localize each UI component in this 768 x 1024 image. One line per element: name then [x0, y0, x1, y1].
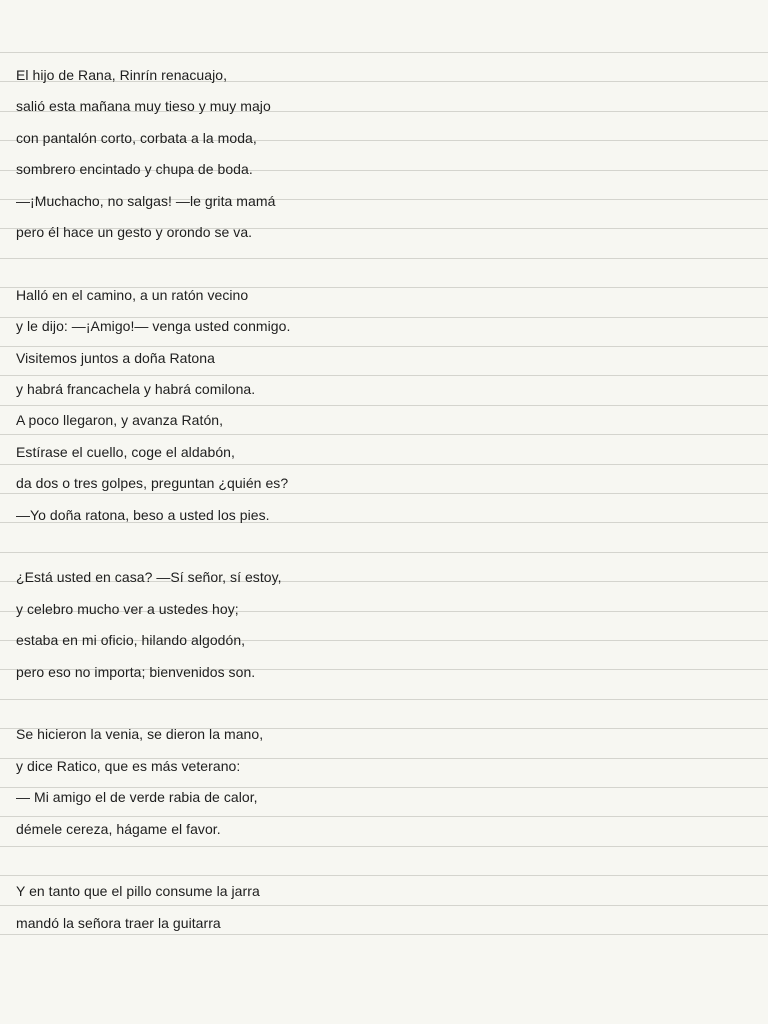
ruled-line	[0, 905, 768, 906]
poem-line: Visitemos juntos a doña Ratona	[16, 350, 215, 366]
ruled-line	[0, 934, 768, 935]
poem-line: y celebro mucho ver a ustedes hoy;	[16, 601, 239, 617]
poem-line: y habrá francachela y habrá comilona.	[16, 381, 256, 397]
poem-line: ¿Está usted en casa? —Sí señor, sí estoy,	[16, 569, 282, 585]
ruled-line	[0, 464, 768, 465]
ruled-line	[0, 699, 768, 700]
poem-line: Y en tanto que el pillo consume la jarra	[16, 883, 260, 899]
poem-line: salió esta mañana muy tieso y muy majo	[16, 98, 271, 114]
poem-line: sombrero encintado y chupa de boda.	[16, 161, 253, 177]
poem-line: con pantalón corto, corbata a la moda,	[16, 130, 257, 146]
poem-line: Se hicieron la venia, se dieron la mano,	[16, 726, 264, 742]
poem-line: —¡Muchacho, no salgas! —le grita mamá	[16, 193, 276, 209]
poem-line: estaba en mi oficio, hilando algodón,	[16, 632, 246, 648]
ruled-line	[0, 875, 768, 876]
ruled-line	[0, 816, 768, 817]
poem-line: Estírase el cuello, coge el aldabón,	[16, 444, 235, 460]
poem-line: — Mi amigo el de verde rabia de calor,	[16, 789, 258, 805]
poem-line: y dice Ratico, que es más veterano:	[16, 758, 241, 774]
ruled-line	[0, 846, 768, 847]
ruled-line	[0, 52, 768, 53]
ruled-line	[0, 375, 768, 376]
poem-line: Halló en el camino, a un ratón vecino	[16, 287, 249, 303]
poem-line: y le dijo: —¡Amigo!— venga usted conmigo.	[16, 318, 291, 334]
ruled-line	[0, 493, 768, 494]
poem-line: da dos o tres golpes, preguntan ¿quién es?	[16, 475, 289, 491]
poem-line: pero él hace un gesto y orondo se va.	[16, 224, 253, 240]
ruled-line	[0, 346, 768, 347]
poem-line: pero eso no importa; bienvenidos son.	[16, 664, 256, 680]
poem-line: A poco llegaron, y avanza Ratón,	[16, 412, 224, 428]
ruled-line	[0, 405, 768, 406]
ruled-line	[0, 434, 768, 435]
poem-line: El hijo de Rana, Rinrín renacuajo,	[16, 67, 228, 83]
poem-line: mandó la señora traer la guitarra	[16, 915, 221, 931]
poem-line: —Yo doña ratona, beso a usted los pies.	[16, 507, 270, 523]
ruled-line	[0, 552, 768, 553]
ruled-line	[0, 258, 768, 259]
poem-line: démele cereza, hágame el favor.	[16, 821, 221, 837]
